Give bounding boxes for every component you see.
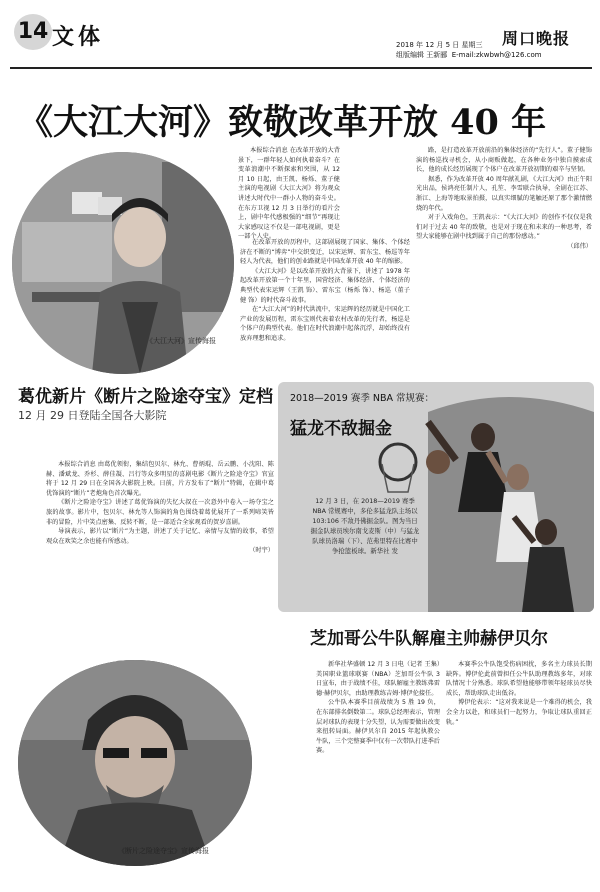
editor-credit: 组版编辑 王新郦: [396, 51, 448, 59]
story2-author: （时宇）: [249, 547, 274, 555]
story3-paragraph: 本赛季公牛队饱受伤病困扰，多名主力球员长期缺阵。博伊伦此前曾担任公牛队助理教练多年，对球队情况十分熟悉。球队希望他能够带领年轻球员尽快成长，帮助球队走出低谷。: [446, 661, 592, 697]
header-info: [396, 40, 592, 60]
lead-paragraph: 路，是打造改革开放前沿的集体经济的“先行人”。董子健饰演的杨巡找寻机会，从小商贩做起，在各种业务中独自摸索成长，他的成长经历展现了个体户在改革开放初期的艰辛与坚韧。: [416, 147, 592, 174]
lead-author: （邱伟）: [567, 242, 592, 250]
lead-headline: 《大江大河》致敬改革开放 40 年: [18, 102, 547, 143]
story3-column-1: [316, 660, 440, 882]
contact-email: E-mail:zkwbwh@126.com: [451, 51, 542, 59]
story3-headline: 芝加哥公牛队解雇主帅赫伊贝尔: [310, 629, 548, 649]
lead-photo-caption: 《大江大河》宣传海报: [146, 337, 216, 345]
lead-column-2: [240, 238, 410, 372]
story3-paragraph: 新华社华盛顿 12 月 3 日电（记者 王集）美国职业篮球联赛（NBA）芝加哥公牛队 3 日宣布，由于战绩不佳，球队解雇主教练弗雷德·赫伊贝尔，由助理教练吉姆·博伊伦接任。: [316, 661, 440, 697]
header-divider: [10, 67, 592, 69]
lead-column-3: [416, 146, 592, 374]
page-number: 14: [14, 14, 52, 50]
story2-body: [46, 460, 274, 656]
lead-paragraph: 在改革开放的历程中，这部剧展现了国家、集体、个体经济在不断的“博弈”中交织变迁，以宋运辉、雷东宝、杨巡等年轻人为代表，他们的创业路就是中国改革开放 40 年的缩影。: [240, 239, 410, 266]
story3-column-2: [446, 660, 592, 882]
lead-paragraph: 对于入戏角色，王凯表示：“《大江大河》的创作不仅仅是我们对于过去 40 年的致敬，也是对于现在和未来的一种思考，希望大家能够在剧中找到属于自己的那份感动。”: [416, 214, 592, 241]
story2-paragraph: 《断片之险途夺宝》讲述了葛优饰演的失忆大叔在一次意外中卷入一场夺宝之旅的故事。影片中，包贝尔、林允等人饰演的角色围绕着葛优展开了一系列啼笑皆非的冒险，片中笑点密集、反转不断，是一部适合全家观看的贺岁喜剧。: [46, 499, 274, 526]
story3-paragraph: 公牛队本赛季目前战绩为 5 胜 19 负，在东部排名倒数第二。球队总经理表示，管理层对球队的表现十分失望，认为需要做出改变来扭转局面。赫伊贝尔自 2015 年起执教公牛队，三个完整赛季中仅有一次带队打进季后赛。: [316, 699, 440, 755]
lead-column-1b: [346, 146, 412, 236]
story2-headline: 葛优新片《断片之险途夺宝》定档: [18, 387, 273, 407]
nba-headline: 猛龙不敌掘金: [290, 419, 392, 439]
story2-photo-caption: 《断片之险途夺宝》宣传海报: [118, 847, 209, 855]
lead-paragraph: 本报综合消息 在改革开放的大背景下，一群年轻人如何执着奋斗？在变革浪潮中不断探索和突围，从 12 月 10 日起，由王凯、杨烁、董子健主演的电视剧《大江大河》将为观众讲述大时代中一群小人物的奋斗史。在东方卫视 12 月 3 日举行的看片会上，剧中年代感极强的“细节”再现让大家感叹这不仅是一部电视剧，更是一部个人史。: [238, 147, 340, 241]
story2-subheadline: 12 月 29 日登陆全国各大影院: [18, 409, 167, 422]
story3-paragraph: 博伊伦表示：“这对我来说是一个难得的机会，我会全力以赴，和球员们一起努力，争取让球队重回正轨。”: [446, 699, 592, 726]
lead-paragraph: 在“大江大河”的时代洪流中，宋运辉的经历就是中国化工产业的发展历程，雷东宝则代表着农村改革的先行者，杨巡是个体户的典型代表。他们在时代浪潮中起落沉浮，却始终没有放弃理想和追求。: [240, 306, 410, 342]
newspaper-brand: 周口晚报: [502, 29, 571, 48]
nba-kicker: 2018—2019 赛季 NBA 常规赛：: [290, 393, 435, 404]
section-title: 文体: [52, 24, 105, 50]
story2-photo: [18, 660, 252, 866]
nba-photo-caption: 12 月 3 日，在 2018—2019 赛季 NBA 常规赛中，多伦多猛龙队主场以 103:106 不敌丹佛掘金队。图为当日掘金队球员埃尔南戈麦斯（中）与猛龙队球员洛瑞（下）、范弗里特在比赛中争抢篮板球。新华社 发: [310, 497, 420, 555]
story2-paragraph: 导演表示，影片以“断片”为主题，讲述了关于记忆、亲情与友情的故事，希望观众在欢笑之余也能有所感动。: [46, 528, 274, 545]
lead-paragraph: 《大江大河》是以改革开放的大背景下，讲述了 1978 年起改革开放第一个十年里，国营经济、集体经济、个体经济的典型代表宋运辉（王凯 饰）、雷东宝（杨烁 饰）、杨巡（董子健 饰）的时代奋斗故事。: [240, 267, 410, 304]
lead-paragraph: 据悉，作为改革开放 40 周年献礼剧，《大江大河》由正午阳光出品，侯鸿亮任制片人，孔笙、李雪联合执导，全剧在江苏、浙江、上海等地取景拍摄，以真实细腻的笔触还原了那个激情燃烧的年代。: [416, 175, 592, 212]
story2-photo-illustration: [18, 660, 252, 866]
issue-date: 2018 年 12 月 5 日 星期三: [396, 41, 483, 49]
story2-paragraph: 本报综合消息 由葛优领衔，集结包贝尔、林允、曹炳琨、岳云鹏、小沈阳、陈赫、潘斌龙、乔杉、薛佳凝、吕行等众多明星的喜剧电影《断片之险途夺宝》官宣将于 12 月 29 日在全国各大影院上映。日前，片方发布了“断片”特辑，在辑中葛优饰演的“断片”老炮角色首次曝光。: [46, 461, 274, 497]
